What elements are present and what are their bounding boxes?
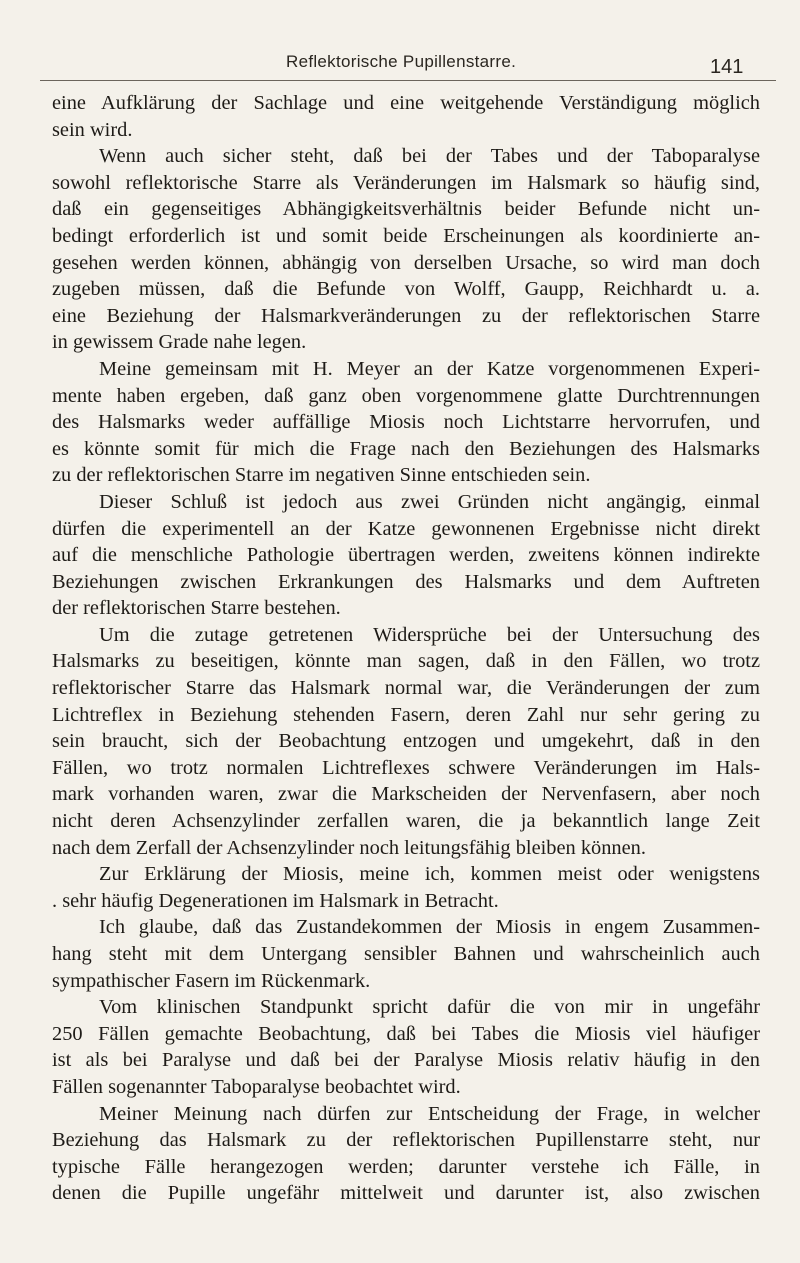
text-line: des Halsmarks weder auffällige Miosis noch Lichtstarre hervorrufen, und: [52, 411, 760, 434]
header-rule: [40, 80, 776, 81]
text-line: eine Aufklärung der Sachlage und eine weitgehende Verständigung möglich: [52, 92, 760, 114]
text-line: zugeben müssen, daß die Befunde von Wolff, Gaupp, Reichhardt u. a.: [52, 278, 760, 301]
text-line: nach dem Zerfall der Achsenzylinder noch leitungsfähig bleiben können.: [52, 836, 646, 859]
text-line: Ich glaube, daß das Zustandekommen der Miosis in engem Zusammen-: [99, 916, 760, 939]
text-line: sein braucht, sich der Beobachtung entzogen und umgekehrt, daß in den: [52, 730, 760, 753]
text-line: der reflektorischen Starre bestehen.: [52, 597, 341, 620]
text-line: Meiner Meinung nach dürfen zur Entscheidung der Frage, in welcher: [99, 1102, 760, 1125]
text-line: Beziehungen zwischen Erkrankungen des Halsmarks und dem Auftreten: [52, 570, 760, 593]
text-line: Dieser Schluß ist jedoch aus zwei Gründen nicht angängig, einmal: [99, 490, 760, 513]
page-number: 141: [710, 56, 744, 78]
text-line: dürfen die experimentell an der Katze gewonnenen Ergebnisse nicht direkt: [52, 517, 760, 540]
text-line: typische Fälle herangezogen werden; darunter verstehe ich Fälle, in: [52, 1155, 760, 1178]
text-line: mente haben ergeben, daß ganz oben vorgenommene glatte Durchtrennungen: [52, 384, 760, 407]
text-line: gesehen werden können, abhängig von derselben Ursache, so wird man doch: [52, 251, 760, 274]
text-line: ist als bei Paralyse und daß bei der Paralyse Miosis relativ häufig in den: [52, 1049, 760, 1072]
text-line: es könnte somit für mich die Frage nach den Beziehungen des Halsmarks: [52, 437, 760, 460]
text-line: Fällen sogenannter Taboparalyse beobachtet wird.: [52, 1075, 461, 1098]
text-line: in gewissem Grade nahe legen.: [52, 331, 307, 354]
text-line: Meine gemeinsam mit H. Meyer an der Katze vorgenommenen Experi-: [99, 357, 760, 380]
text-line: auf die menschliche Pathologie übertragen werden, zweitens können indirekte: [52, 544, 760, 567]
text-line: Fällen, wo trotz normalen Lichtreflexes schwere Veränderungen im Hals-: [52, 756, 760, 779]
text-line: Um die zutage getretenen Widersprüche bei der Untersuchung des: [99, 623, 760, 646]
text-line: Lichtreflex in Beziehung stehenden Fasern, deren Zahl nur sehr gering zu: [52, 703, 760, 726]
text-line: Vom klinischen Standpunkt spricht dafür die von mir in ungefähr: [99, 996, 760, 1019]
text-line: Wenn auch sicher steht, daß bei der Tabes und der Taboparalyse: [99, 145, 760, 168]
body-text: [52, 90, 760, 1207]
text-line: Halsmarks zu beseitigen, könnte man sagen, daß in den Fällen, wo trotz: [52, 650, 760, 673]
text-line: sowohl reflektorische Starre als Veränderungen im Halsmark so häufig sind,: [52, 171, 760, 194]
text-line: Beziehung das Halsmark zu der reflektorischen Pupillenstarre steht, nur: [52, 1129, 760, 1152]
text-line: hang steht mit dem Untergang sensibler Bahnen und wahrscheinlich auch: [52, 943, 760, 965]
text-line: mark vorhanden waren, zwar die Markscheiden der Nervenfasern, aber noch: [52, 783, 760, 806]
text-line: nicht deren Achsenzylinder zerfallen waren, die ja bekanntlich lange Zeit: [52, 810, 760, 833]
text-line: reflektorischer Starre das Halsmark normal war, die Veränderungen der zum: [52, 677, 760, 700]
text-line: eine Beziehung der Halsmarkveränderungen zu der reflektorischen Starre: [52, 304, 760, 327]
text-line: 250 Fällen gemachte Beobachtung, daß bei Tabes die Miosis viel häufiger: [52, 1022, 760, 1045]
text-line: Zur Erklärung der Miosis, meine ich, kommen meist oder wenigstens: [99, 863, 760, 886]
text-line: daß ein gegenseitiges Abhängigkeitsverhältnis beider Befunde nicht un-: [52, 198, 760, 221]
text-line: sein wird.: [52, 118, 133, 141]
text-line: denen die Pupille ungefähr mittelweit und darunter ist, also zwischen: [52, 1182, 760, 1205]
text-line: bedingt erforderlich ist und somit beide Erscheinungen als koordinierte an-: [52, 224, 760, 247]
running-header: [0, 44, 800, 84]
text-line: . sehr häufig Degenerationen im Halsmark in Betracht.: [52, 889, 499, 912]
running-title: Reflektorische Pupillenstarre.: [286, 52, 517, 71]
text-line: zu der reflektorischen Starre im negativen Sinne entschieden sein.: [52, 464, 591, 487]
text-line: sympathischer Fasern im Rückenmark.: [52, 969, 371, 992]
